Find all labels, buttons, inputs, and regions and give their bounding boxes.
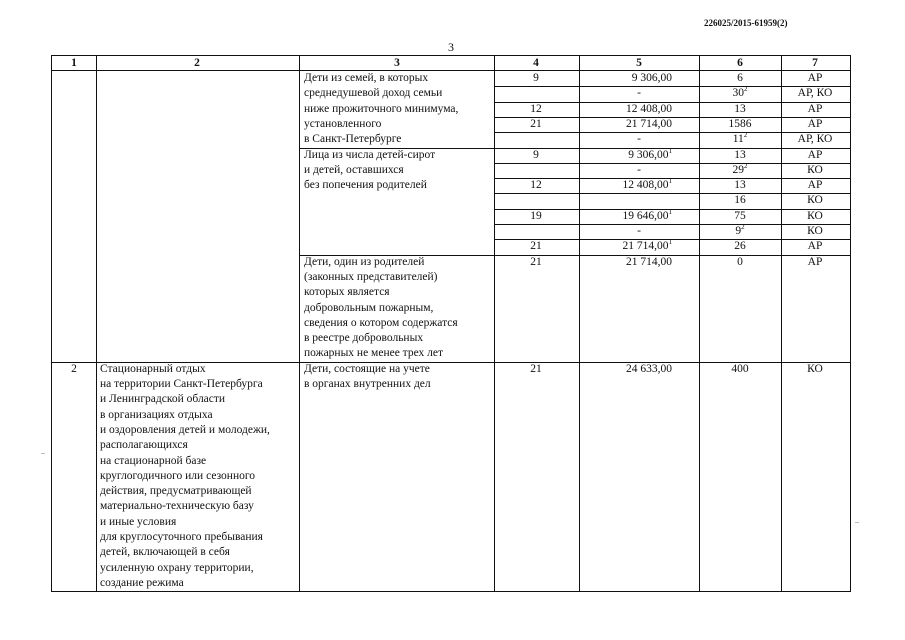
block3-cost: 21 714,00 [626, 255, 672, 268]
block3-days: 21 [530, 255, 542, 268]
block3-type: АР [807, 255, 823, 268]
category-text: Дети из семей, в которых [304, 72, 429, 84]
category-text: (законных представителей) [304, 270, 438, 283]
column-header-1: 1 [71, 57, 77, 69]
block2-cost: 9 306,00$^1$ [628, 147, 672, 161]
block1-type: АР, КО [797, 87, 833, 99]
column-divider [781, 56, 782, 591]
block4-type: КО [807, 362, 823, 375]
service-text: и иные условия [100, 515, 177, 528]
block1-days: 9 [533, 72, 539, 84]
block2-cost: 12 408,00$^1$ [622, 177, 672, 191]
block2-type: АР [807, 149, 823, 161]
block2-count: 13 [734, 179, 746, 191]
block1-type: АР [807, 103, 823, 115]
block1-days: 12 [530, 103, 542, 115]
block2-type: АР [807, 240, 823, 252]
category-text: в Санкт-Петербурге [304, 133, 402, 146]
category-text: пожарных не менее трех лет [304, 347, 444, 360]
service-text: на территории Санкт-Петербурга [100, 378, 263, 390]
column-header-7: 7 [812, 57, 818, 69]
service-text: располагающихся [100, 439, 188, 452]
service-text: и оздоровления детей и молодежи, [100, 423, 270, 436]
category-text: Дети, один из родителей [304, 255, 425, 268]
column-divider [494, 56, 495, 591]
block1-cost: 21 714,00 [626, 118, 672, 130]
block2-cost: - [637, 225, 641, 237]
category-text: сведения о котором содержатся [304, 316, 458, 329]
block1-days: 21 [530, 118, 542, 130]
column-divider [699, 56, 700, 591]
category-text: без попечения родителей [304, 179, 427, 192]
block1-count: 6 [737, 72, 743, 84]
service-text: детей, включающей в себя [100, 546, 230, 559]
block2-count: 16 [734, 194, 746, 206]
category-text: которых является [304, 286, 390, 299]
column-divider [579, 56, 580, 591]
row-divider [494, 193, 850, 194]
block2-type: КО [807, 194, 823, 206]
row-number: 2 [71, 362, 77, 375]
block1-type: АР [807, 118, 823, 130]
block1-count: 13 [734, 103, 746, 115]
service-text: материально-техническую базу [100, 500, 254, 513]
block2-cost: - [637, 164, 641, 176]
document-id: 226025/2015-61959(2) [704, 18, 788, 28]
block2-count: 75 [734, 210, 746, 222]
block1-type: АР, КО [797, 133, 833, 145]
service-text: круглогодичного или сезонного [100, 469, 256, 482]
service-text: в организациях отдыха [100, 408, 213, 421]
row-divider [494, 224, 850, 225]
column-header-5: 5 [636, 57, 642, 69]
block2-count: 26 [734, 240, 746, 252]
service-text: и Ленинградской области [100, 393, 226, 406]
block1-type: АР [807, 72, 823, 84]
service-text: создание режима [100, 576, 184, 589]
scan-mark [855, 522, 859, 523]
column-header-4: 4 [533, 57, 539, 69]
block2-days: 19 [530, 210, 542, 222]
category-text: Лица из числа детей-сирот [304, 148, 436, 161]
scan-mark [41, 453, 45, 454]
block2-days: 21 [530, 240, 542, 252]
service-text: усиленную охрану территории, [100, 561, 254, 574]
service-text: для круглосуточного пребывания [100, 531, 263, 543]
category-text: ниже прожиточного минимума, [304, 102, 459, 115]
block2-days: 12 [530, 179, 542, 191]
service-text: на стационарной базе [100, 454, 207, 467]
block1-cost: - [637, 87, 641, 99]
block1-cost: - [637, 133, 641, 145]
block2-type: КО [807, 164, 823, 176]
block2-count: $29^2$ [732, 162, 748, 176]
block2-type: КО [807, 225, 823, 237]
column-divider [299, 56, 300, 591]
column-header-6: 6 [737, 57, 743, 69]
row-divider [494, 102, 850, 103]
block1-cost: 12 408,00 [626, 103, 672, 115]
block1-count: $11^2$ [732, 131, 748, 145]
category-text: среднедушевой доход семьи [304, 87, 443, 100]
block1-count: 1586 [728, 118, 752, 130]
block4-days: 21 [530, 362, 542, 375]
category-text: в реестре добровольных [304, 332, 424, 345]
data-table [51, 55, 851, 592]
block2-days: 9 [533, 149, 539, 161]
row-divider [494, 117, 850, 118]
row-divider [494, 132, 850, 133]
block2-cost: 21 714,00$^1$ [622, 238, 672, 252]
block4-count: 400 [731, 362, 749, 375]
service-text: Стационарный отдых [100, 362, 206, 375]
block2-cost: 19 646,00$^1$ [622, 208, 672, 222]
column-header-3: 3 [394, 57, 400, 69]
category-text: в органах внутренних дел [304, 378, 431, 390]
block2-type: АР [807, 179, 823, 191]
header-divider [52, 70, 850, 71]
column-header-2: 2 [194, 57, 200, 69]
block2-count: 13 [734, 149, 746, 161]
service-text: действия, предусматривающей [100, 485, 252, 498]
row-divider [494, 163, 850, 164]
category-text: и детей, оставшихся [304, 163, 404, 176]
category-text: установленного [304, 117, 382, 130]
block3-count: 0 [737, 255, 743, 268]
block1-cost: 9 306,00 [631, 72, 672, 84]
page-number: 3 [448, 40, 454, 54]
block1-count: $30^2$ [732, 85, 748, 99]
category-text: добровольным пожарным, [304, 301, 434, 314]
row-divider [494, 86, 850, 87]
category-text: Дети, состоящие на учете [304, 362, 430, 375]
block2-type: КО [807, 210, 823, 222]
column-divider [96, 56, 97, 591]
block2-count: $9^2$ [735, 223, 745, 237]
block4-cost: 24 633,00 [626, 362, 672, 375]
